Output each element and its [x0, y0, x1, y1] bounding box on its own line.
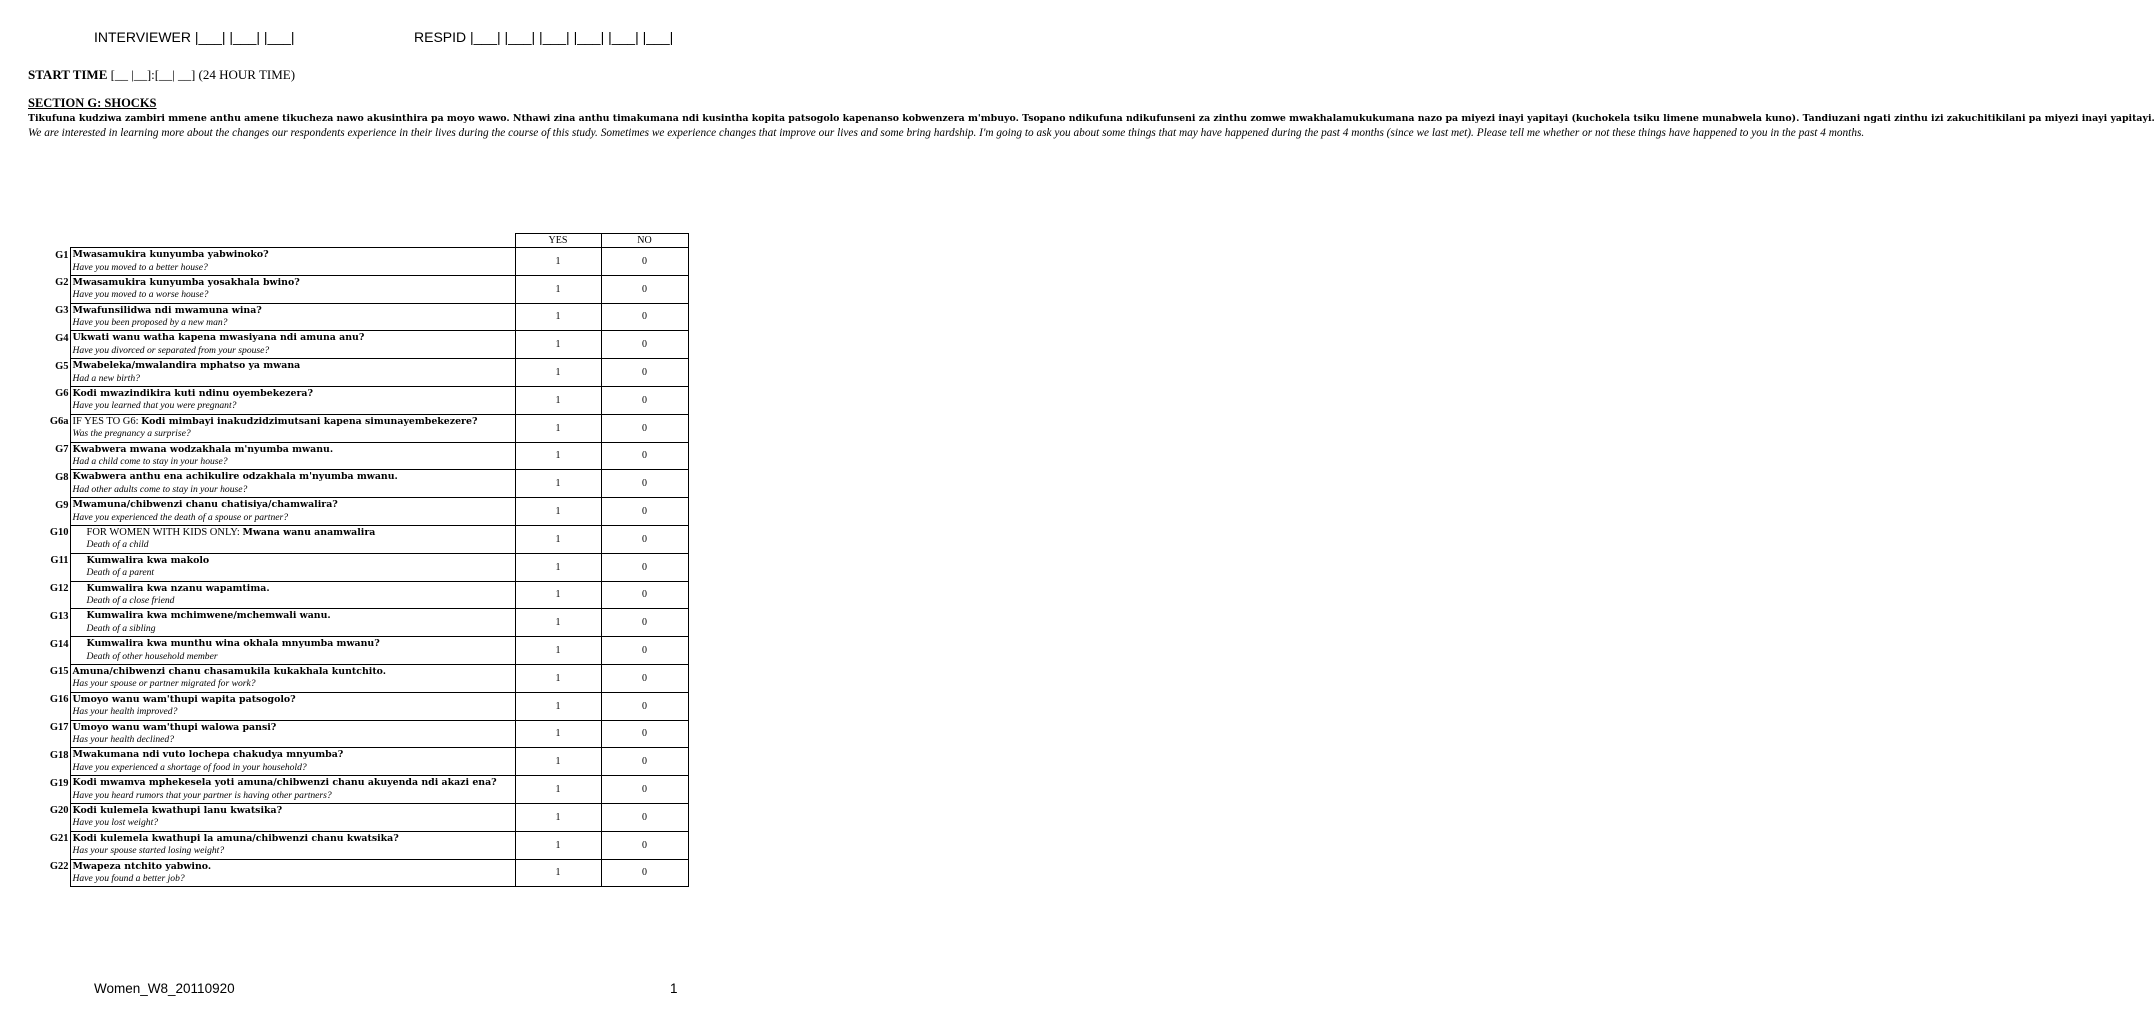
question-row [28, 248, 688, 276]
question-chichewa [73, 832, 515, 846]
question-chichewa [73, 721, 515, 735]
question-row [28, 776, 688, 804]
answer-no-code[interactable]: 0 [601, 414, 688, 442]
answer-yes-code[interactable]: 1 [515, 748, 601, 776]
answer-yes-code[interactable]: 1 [515, 664, 601, 692]
intro-chichewa: Tikufuna kudziwa zambiri mmene anthu amene tikucheza nawo akusinthira pa moyo wawo. Nthawi zina anthu timakumana ndi kusintha kopita patsogolo kapenanso kobwenzera m'mbuyo. Tsopano ndikufuna ndikufunseni za zinthu zomwe mwakhalamukukumana nazo pa miyezi inayi yapitayi (kuchokela tsiku limene munabwela kuno). Tandiuzani ngati zinthu izi zakuchitikilani pa miyezi inayi yapitayi. [28, 113, 2155, 124]
question-english: Was the pregnancy a surprise? [72, 428, 191, 440]
question-id: G6a [49, 416, 69, 428]
question-chichewa-text: Kumwalira kwa nzanu wapamtima. [86, 582, 270, 594]
answer-yes-code[interactable]: 1 [515, 303, 601, 331]
answer-no-code[interactable]: 0 [601, 498, 688, 526]
answer-no-code[interactable]: 0 [601, 359, 688, 387]
question-chichewa-text: Kodi mwazindikira kuti ndinu oyembekezera? [72, 387, 313, 399]
answer-no-code[interactable]: 0 [601, 470, 688, 498]
question-row [28, 414, 688, 442]
question-text [70, 498, 515, 526]
answer-yes-code[interactable]: 1 [515, 859, 601, 887]
question-id: G1 [55, 249, 69, 261]
question-chichewa-text: Kwabwera mwana wodzakhala m'nyumba mwanu. [72, 443, 334, 455]
question-chichewa-text: Mwasamukira kunyumba yabwinoko? [72, 249, 269, 260]
question-text [70, 386, 515, 414]
question-id: G15 [49, 666, 69, 678]
question-row [28, 692, 688, 720]
question-chichewa [73, 665, 515, 679]
question-text [70, 748, 515, 776]
question-text [70, 470, 515, 498]
footer-page-number: 1 [670, 981, 678, 996]
question-chichewa [73, 637, 515, 651]
question-row [28, 303, 688, 331]
question-row [28, 831, 688, 859]
question-row [28, 664, 688, 692]
question-chichewa-text: Kumwalira kwa munthu wina okhala mnyumba mwanu? [86, 638, 380, 650]
question-chichewa-text: Kodi kulemela kwathupi la amuna/chibwenzi chanu kwatsika? [72, 832, 399, 844]
question-text [70, 692, 515, 720]
question-row [28, 609, 688, 637]
question-row [28, 581, 688, 609]
answer-yes-code[interactable]: 1 [515, 831, 601, 859]
question-chichewa [73, 276, 515, 290]
question-id: G5 [55, 360, 69, 372]
answer-no-code[interactable]: 0 [601, 692, 688, 720]
question-chichewa-text: Mwasamukira kunyumba yosakhala bwino? [72, 276, 300, 288]
answer-yes-code[interactable]: 1 [515, 386, 601, 414]
answer-yes-code[interactable]: 1 [515, 692, 601, 720]
question-row [28, 386, 688, 414]
answer-no-code[interactable]: 0 [601, 248, 688, 276]
question-row [28, 553, 688, 581]
question-row [28, 637, 688, 665]
question-chichewa-text: Kwabwera anthu ena achikulire odzakhala m'nyumba mwanu. [72, 471, 398, 483]
question-rows [28, 248, 688, 887]
question-row [28, 720, 688, 748]
question-chichewa [73, 304, 515, 318]
question-id: G18 [49, 749, 69, 761]
question-id: G3 [55, 305, 69, 317]
question-text [70, 859, 515, 887]
question-id: G21 [49, 833, 69, 845]
question-chichewa-text: Mwafunsilidwa ndi mwamuna wina? [72, 304, 262, 316]
answer-no-code[interactable]: 0 [601, 609, 688, 637]
answer-no-code[interactable]: 0 [601, 442, 688, 470]
question-text [70, 637, 515, 665]
question-text [70, 275, 515, 303]
question-row [28, 331, 688, 359]
question-text [70, 303, 515, 331]
answer-no-code[interactable]: 0 [601, 720, 688, 748]
question-english: Have you heard rumors that your partner is having other partners? [72, 789, 332, 801]
answer-no-code[interactable]: 0 [601, 637, 688, 665]
question-chichewa-text: Mwabeleka/mwalandira mphatso ya mwana [72, 360, 301, 372]
question-text [70, 525, 515, 553]
question-id: G11 [50, 555, 69, 567]
question-text [70, 831, 515, 859]
question-chichewa-text: Umoyo wanu wam'thupi wapita patsogolo? [72, 693, 296, 705]
question-chichewa-text: Kumwalira kwa makolo [86, 554, 210, 566]
question-text [70, 803, 515, 831]
question-text [70, 248, 515, 276]
question-chichewa [73, 526, 515, 540]
question-row [28, 498, 688, 526]
question-chichewa-text: Mwamuna/chibwenzi chanu chatisiya/chamwalira? [72, 499, 338, 511]
question-chichewa-text: Kodi mimbayi inakudzidzimutsani kapena simunayembekezere? [141, 415, 478, 427]
question-chichewa [73, 415, 515, 429]
question-prefix: IF YES TO G6: [72, 415, 142, 427]
question-id: G8 [55, 471, 69, 483]
answer-yes-code[interactable]: 1 [515, 470, 601, 498]
section-title: SECTION G: SHOCKS [28, 96, 157, 110]
question-chichewa [73, 359, 515, 373]
respid-field: RESPID |___| |___| |___| |___| |___| |___| [414, 29, 674, 45]
question-id: G9 [55, 499, 69, 511]
answer-no-code[interactable]: 0 [601, 859, 688, 887]
question-row [28, 359, 688, 387]
question-english: Death of a child [86, 539, 149, 551]
question-id: G2 [55, 277, 69, 289]
question-chichewa [73, 443, 515, 457]
question-english: Death of other household member [86, 650, 218, 662]
question-chichewa [73, 860, 515, 874]
question-row [28, 803, 688, 831]
question-id: G10 [49, 527, 69, 539]
question-text [70, 720, 515, 748]
question-chichewa-text: Umoyo wanu wam'thupi walowa pansi? [72, 721, 277, 733]
answer-no-code[interactable]: 0 [601, 331, 688, 359]
answer-yes-code[interactable]: 1 [515, 359, 601, 387]
question-chichewa-text: Kodi mwamva mphekesela yoti amuna/chibwenzi chanu akuyenda ndi akazi ena? [72, 777, 497, 789]
question-english: Has your health improved? [72, 706, 178, 718]
answer-yes-code[interactable]: 1 [515, 553, 601, 581]
blank-header-id [28, 234, 70, 248]
question-id: G14 [49, 638, 69, 650]
question-text [70, 359, 515, 387]
question-english: Have you experienced a shortage of food in your household? [72, 761, 307, 773]
answer-no-code[interactable]: 0 [601, 748, 688, 776]
answer-no-code[interactable]: 0 [601, 303, 688, 331]
answer-no-code[interactable]: 0 [601, 803, 688, 831]
question-id: G6 [55, 388, 69, 400]
question-id: G20 [49, 805, 69, 817]
answer-no-code[interactable]: 0 [601, 664, 688, 692]
question-row [28, 748, 688, 776]
answer-no-code[interactable]: 0 [601, 831, 688, 859]
question-chichewa [73, 554, 515, 568]
question-english: Death of a sibling [86, 622, 156, 634]
question-chichewa-text: Mwakumana ndi vuto lochepa chakudya mnyumba? [72, 749, 344, 761]
question-chichewa-text: Ukwati wanu watha kapena mwasiyana ndi amuna anu? [72, 332, 365, 344]
question-chichewa [73, 582, 515, 596]
answer-yes-code[interactable]: 1 [515, 498, 601, 526]
column-header-yes: YES [515, 234, 601, 248]
question-id: G16 [49, 694, 69, 706]
question-english: Had other adults come to stay in your house? [72, 483, 248, 495]
question-chichewa [73, 748, 515, 762]
column-header-no: NO [601, 234, 688, 248]
start-time-field [28, 67, 295, 83]
question-english: Have you found a better job? [72, 873, 185, 885]
footer-document-id: Women_W8_20110920 [94, 981, 235, 996]
answer-no-code[interactable]: 0 [601, 275, 688, 303]
question-text [70, 776, 515, 804]
question-row [28, 525, 688, 553]
intro-english: We are interested in learning more about the changes our respondents experience in their lives during the course of this study. Sometimes we experience changes that improve our lives and some bring hardship. I'm going to ask you about some things that may have happened during the past 4 months (since we last met). Please tell me whether or not these things have happened to you in the past 4 months. [28, 126, 1865, 139]
question-english: Death of a parent [86, 567, 155, 579]
question-id: G17 [49, 722, 69, 734]
answer-yes-code[interactable]: 1 [515, 442, 601, 470]
start-time-format: [__ |__]:[__| __] (24 HOUR TIME) [107, 67, 296, 82]
shocks-table [28, 233, 689, 887]
question-english: Has your health declined? [72, 734, 175, 746]
question-text [70, 414, 515, 442]
question-chichewa [73, 498, 515, 512]
answer-no-code[interactable]: 0 [601, 386, 688, 414]
blank-header-question [70, 234, 515, 248]
question-chichewa [73, 387, 515, 401]
answer-no-code[interactable]: 0 [601, 776, 688, 804]
question-id: G13 [49, 610, 69, 622]
question-chichewa [73, 248, 515, 262]
question-english: Have you divorced or separated from your spouse? [72, 344, 270, 356]
answer-yes-code[interactable]: 1 [515, 776, 601, 804]
question-english: Have you lost weight? [72, 817, 159, 829]
question-chichewa-text: Mwana wanu anamwalira [242, 526, 376, 538]
question-text [70, 609, 515, 637]
question-english: Had a new birth? [72, 372, 140, 384]
question-chichewa-text: Mwapeza ntchito yabwino. [72, 860, 212, 872]
answer-yes-code[interactable]: 1 [515, 275, 601, 303]
question-english: Have you been proposed by a new man? [72, 317, 228, 329]
question-text [70, 581, 515, 609]
question-chichewa-text: Amuna/chibwenzi chanu chasamukila kukakhala kuntchito. [72, 665, 386, 677]
question-text [70, 442, 515, 470]
answer-yes-code[interactable]: 1 [515, 525, 601, 553]
question-id: G12 [49, 583, 69, 595]
question-english: Have you experienced the death of a spouse or partner? [72, 511, 289, 523]
answer-no-code[interactable]: 0 [601, 581, 688, 609]
question-id: G19 [49, 777, 69, 789]
answer-yes-code[interactable]: 1 [515, 803, 601, 831]
question-row [28, 442, 688, 470]
question-row [28, 470, 688, 498]
question-chichewa-text: Kodi kulemela kwathupi lanu kwatsika? [72, 804, 283, 816]
answer-yes-code[interactable]: 1 [515, 609, 601, 637]
question-chichewa [73, 470, 515, 484]
question-english: Has your spouse started losing weight? [72, 845, 225, 857]
intro-paragraph [28, 112, 2155, 141]
answer-yes-code[interactable]: 1 [515, 248, 601, 276]
question-english: Have you learned that you were pregnant? [72, 400, 237, 412]
question-row [28, 275, 688, 303]
question-chichewa [73, 804, 515, 818]
question-text [70, 553, 515, 581]
question-id: G7 [55, 444, 69, 456]
question-id: G4 [55, 332, 69, 344]
answer-yes-code[interactable]: 1 [515, 581, 601, 609]
question-english: Had a child come to stay in your house? [72, 456, 228, 468]
question-row [28, 859, 688, 887]
question-text [70, 331, 515, 359]
question-prefix: FOR WOMEN WITH KIDS ONLY: [86, 526, 243, 538]
question-english: Have you moved to a better house? [72, 261, 208, 273]
interviewer-field: INTERVIEWER |___| |___| |___| [94, 29, 295, 45]
question-english: Has your spouse or partner migrated for work? [72, 678, 256, 690]
answer-yes-code[interactable]: 1 [515, 637, 601, 665]
question-english: Death of a close friend [86, 595, 175, 607]
question-chichewa [73, 331, 515, 345]
question-chichewa [73, 609, 515, 623]
question-chichewa-text: Kumwalira kwa mchimwene/mchemwali wanu. [86, 610, 331, 622]
start-time-label: START TIME [28, 67, 108, 82]
question-text [70, 664, 515, 692]
answer-yes-code[interactable]: 1 [515, 720, 601, 748]
question-english: Have you moved to a worse house? [72, 289, 209, 301]
answer-no-code[interactable]: 0 [601, 553, 688, 581]
question-id: G22 [49, 861, 69, 873]
question-chichewa [73, 693, 515, 707]
answer-yes-code[interactable]: 1 [515, 414, 601, 442]
answer-no-code[interactable]: 0 [601, 525, 688, 553]
question-chichewa [73, 776, 515, 790]
answer-yes-code[interactable]: 1 [515, 331, 601, 359]
